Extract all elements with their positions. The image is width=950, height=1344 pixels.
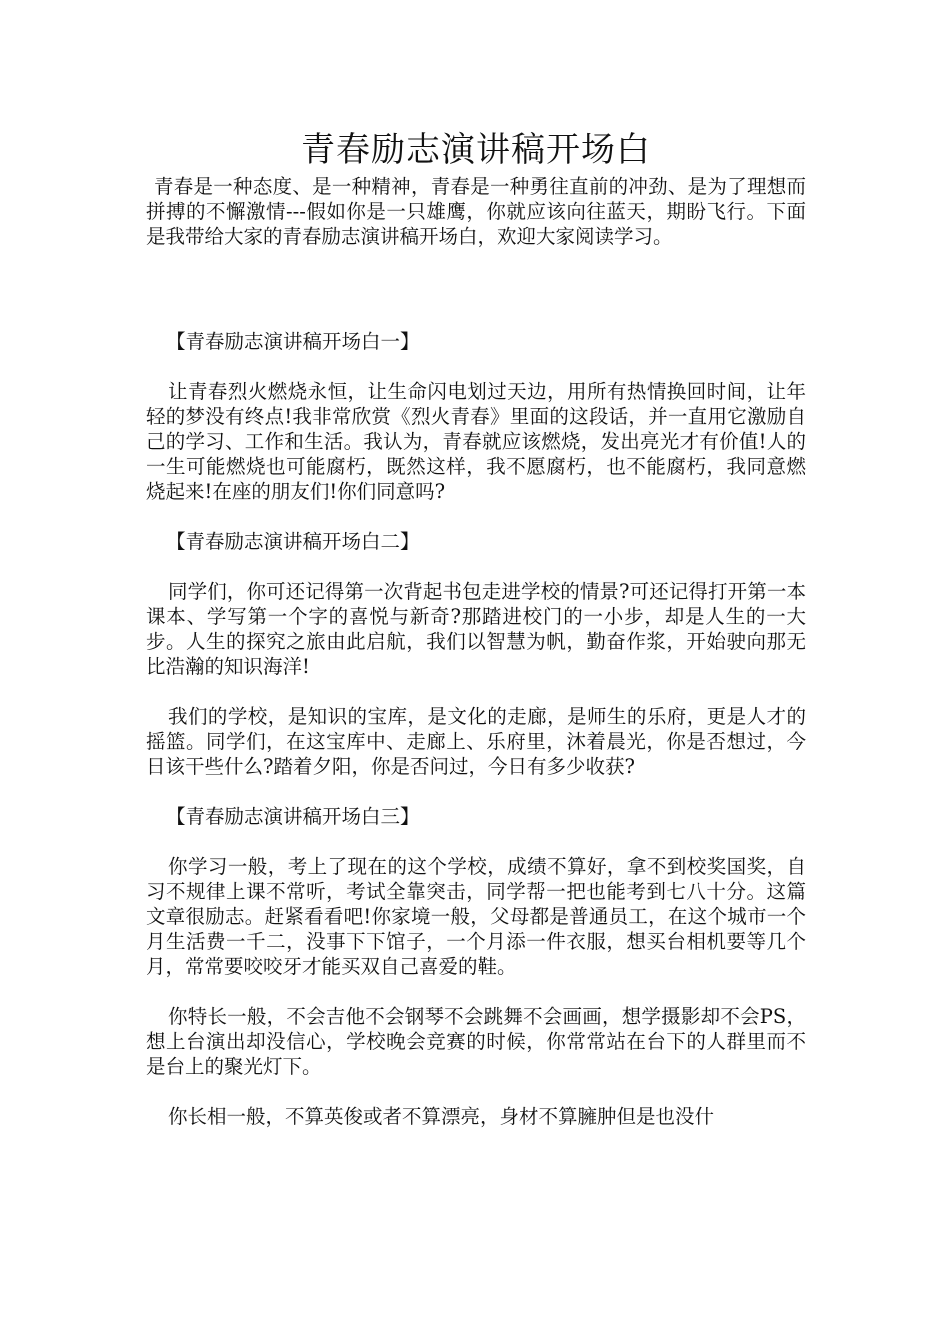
section-1-paragraph-1: 让青春烈火燃烧永恒，让生命闪电划过天边，用所有热情换回时间，让年轻的梦没有终点!我非常欣赏《烈火青春》里面的这段话，并一直用它激励自己的学习、工作和生活。我认为，青春就应该燃烧，发出亮光才有价值!人的一生可能燃烧也可能腐朽，既然这样，我不愿腐朽，也不能腐朽，我同意燃烧起来!在座的朋友们!你们同意吗?: [146, 380, 806, 503]
section-3-paragraph-3: 你长相一般，不算英俊或者不算漂亮，身材不算臃肿但是也没什: [168, 1105, 715, 1128]
section-3-paragraph-1: 你学习一般，考上了现在的这个学校，成绩不算好，拿不到校奖国奖，自习不规律上课不常听，考试全靠突击，同学帮一把也能考到七八十分。这篇文章很励志。赶紧看看吧!你家境一般，父母都是普通员工，在这个城市一个月生活费一千二，没事下下馆子，一个月添一件衣服，想买台相机要等几个月，常常要咬咬牙才能买双自己喜爱的鞋。: [146, 855, 806, 978]
document-body: [146, 130, 806, 1129]
intro-paragraph: 青春是一种态度、是一种精神，青春是一种勇往直前的冲劲、是为了理想而拼搏的不懈激情---假如你是一只雄鹰，你就应该向往蓝天，期盼飞行。下面是我带给大家的青春励志演讲稿开场白，欢迎大家阅读学习。: [146, 175, 806, 248]
document-title: 青春励志演讲稿开场白: [301, 130, 651, 170]
section-heading-1: 【青春励志演讲稿开场白一】: [166, 330, 420, 353]
section-heading-3: 【青春励志演讲稿开场白三】: [166, 805, 420, 828]
section-3-paragraph-2: 你特长一般，不会吉他不会钢琴不会跳舞不会画画，想学摄影却不会PS，想上台演出却没信心，学校晚会竞赛的时候，你常常站在台下的人群里而不是台上的聚光灯下。: [146, 1005, 806, 1078]
section-2-paragraph-2: 我们的学校，是知识的宝库，是文化的走廊，是师生的乐府，更是人才的摇篮。同学们，在这宝库中、走廊上、乐府里，沐着晨光，你是否想过，今日该干些什么?踏着夕阳，你是否问过，今日有多少收获?: [146, 705, 806, 778]
section-2-paragraph-1: 同学们，你可还记得第一次背起书包走进学校的情景?可还记得打开第一本课本、学写第一个字的喜悦与新奇?那踏进校门的一小步，却是人生的一大步。人生的探究之旅由此启航，我们以智慧为帆，勤奋作浆，开始驶向那无比浩瀚的知识海洋!: [146, 580, 806, 678]
section-heading-2: 【青春励志演讲稿开场白二】: [166, 530, 420, 553]
